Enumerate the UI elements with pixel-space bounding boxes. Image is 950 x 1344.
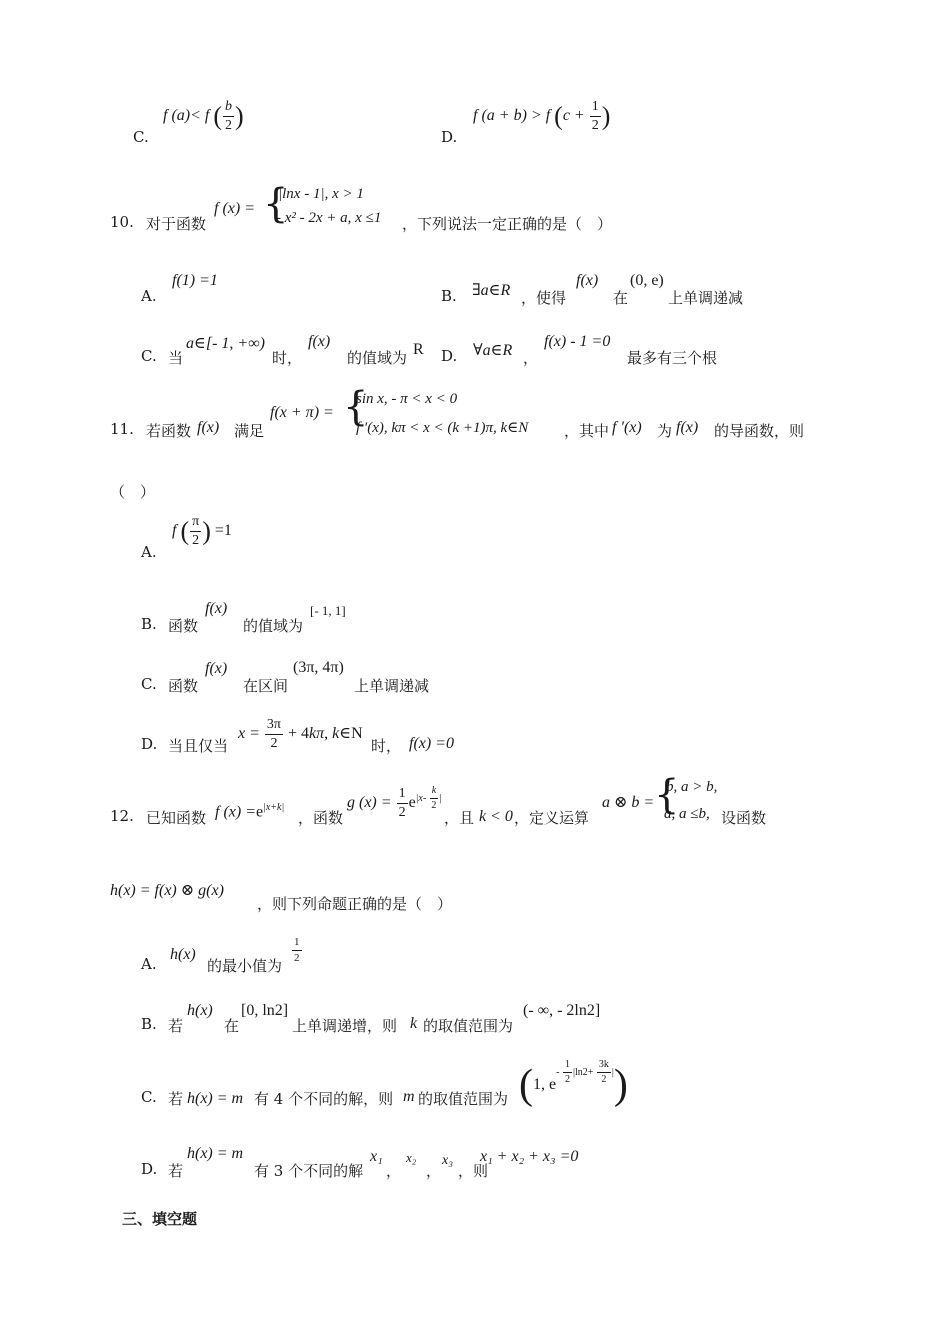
q11-paren: （ ） (110, 483, 156, 501)
q10-option-a-label: A. (141, 287, 157, 305)
q11-option-c-label: C. (141, 675, 157, 693)
q9-option-c-math: f (a)< f ( $\frac{b}{2}$ ) (163, 99, 244, 133)
q12-option-c-text2: 有 4 个不同的解，则 (254, 1090, 394, 1108)
q11-option-b-math2: [- 1, 1] (310, 603, 346, 618)
q12-option-d-label: D. (141, 1160, 158, 1178)
q12-option-a-label: A. (141, 955, 157, 973)
q11-option-b-text2: 的值域为 (243, 617, 304, 635)
q10-option-b-text2: 在 (613, 289, 629, 307)
q12-option-b-math2: [0, ln2] (241, 1002, 289, 1019)
q12-option-b-text3: 上单调递增，则 (292, 1017, 398, 1035)
q12-option-d-x1: x₁ (370, 1148, 383, 1165)
q10-brace: { (263, 181, 289, 227)
q10-option-b-math2: f(x) (576, 272, 599, 289)
q11-option-a-label: A. (141, 543, 157, 561)
q10-stem-a: 对于函数 (146, 215, 207, 233)
q10-number: 10. (110, 213, 134, 231)
q10-option-c-text2: 时， (272, 349, 303, 367)
q10-option-d-label: D. (441, 347, 458, 365)
q12-option-d-math1: h(x) = m (187, 1145, 244, 1162)
q12-option-b-k: k (410, 1015, 418, 1032)
q9-option-d-math: f (a + b) > f (c + $\frac{1}{2}$ ) (473, 99, 611, 133)
q12-stem-a: 已知函数 (146, 809, 207, 827)
q12-stem-d: ，定义运算 (514, 809, 590, 827)
q11-option-b-text1: 函数 (168, 617, 199, 635)
q12-option-c-text3: 的取值范围为 (418, 1090, 509, 1108)
q11-option-c-text2: 在区间 (243, 677, 289, 695)
q11-stem-c: ，其中 (564, 422, 610, 440)
q11-piece-2: f ′(x), kπ < x < (k +1)π, k∈N (356, 420, 529, 436)
q10-option-b-math1: ∃a∈R (472, 282, 511, 299)
q12-piece-2: a, a ≤b, (664, 806, 710, 822)
q11-option-c-math1: f(x) (205, 660, 228, 677)
q11-option-c-math2: (3π, 4π) (293, 659, 344, 676)
q12-option-b-text2: 在 (224, 1017, 240, 1035)
q12-option-a-text: 的最小值为 (207, 957, 283, 975)
q10-option-c-math1: a∈[- 1, +∞) (186, 335, 265, 352)
q11-option-d-label: D. (141, 735, 158, 753)
q12-stem-c: ，且 (444, 809, 475, 827)
q12-option-c-math2: (1, $e^{- \frac{1}{2} |ln2+ \frac{3k}{2} |}$) (519, 1059, 628, 1109)
q12-option-d-text1: 若 (168, 1162, 184, 1180)
q11-stem-d: 为 (657, 422, 673, 440)
q10-option-d-text2: 最多有三个根 (627, 349, 718, 367)
q11-lhs: f(x + π) = (270, 404, 334, 421)
q12-option-b-text4: 的取值范围为 (423, 1017, 514, 1035)
q11-option-d-math2: f(x) =0 (409, 735, 454, 752)
q12-option-d-text3: ，则 (458, 1162, 489, 1180)
q10-option-c-math2: f(x) (308, 333, 331, 350)
q11-option-c-text1: 函数 (168, 677, 199, 695)
q10-option-d-math2: f(x) - 1 =0 (544, 333, 611, 350)
q11-option-c-text3: 上单调递减 (354, 677, 430, 695)
q11-option-a-math: f ( $\frac{\pi}{2}$ ) =1 (172, 514, 232, 548)
q12-g-def: g (x) = $\frac{1}{2}$ $e^{|x- \frac{k}{2} |}$ (347, 785, 442, 820)
q11-number: 11. (110, 420, 134, 438)
q12-option-c-math1: h(x) = m (187, 1090, 244, 1107)
q12-option-b-text1: 若 (168, 1017, 184, 1035)
q12-op: a ⊗ b = (602, 794, 655, 811)
q12-option-d-sep1: ， (386, 1162, 402, 1180)
q11-piece-1: sin x, - π < x < 0 (356, 391, 458, 407)
q9-option-c-label: C. (133, 128, 149, 146)
q12-stem-f: ，则下列命题正确的是（ ） (257, 895, 453, 913)
q10-option-d-math1: ∀a∈R (473, 342, 513, 359)
q12-stem-e: 设函数 (721, 809, 767, 827)
q10-stem-b: ，下列说法一定正确的是（ ） (402, 215, 613, 233)
q10-piece-1: |lnx - 1|, x > 1 (278, 186, 364, 202)
q12-option-c-label: C. (141, 1088, 157, 1106)
q12-option-c-m: m (403, 1088, 415, 1105)
q11-stem-b: 满足 (234, 422, 265, 440)
q11-stem-a: 若函数 (146, 422, 192, 440)
section-heading: 三、填空题 (122, 1210, 198, 1228)
q11-fx: f(x) (197, 419, 220, 436)
q12-brace: { (654, 772, 680, 818)
q12-option-a-val: $\frac{1}{2}$ (294, 936, 300, 964)
q12-option-d-math2: x₁ + x₂ + x₃ =0 (480, 1148, 579, 1165)
q12-option-a-math: h(x) (170, 946, 196, 963)
q11-option-b-label: B. (141, 615, 157, 633)
q10-option-b-label: B. (441, 287, 457, 305)
q11-option-d-math1: x = $\frac{3\pi}{2}$ + 4kπ, k∈N (238, 717, 363, 751)
q12-h-def: h(x) = f(x) ⊗ g(x) (110, 882, 224, 899)
q12-stem-b: ，函数 (298, 809, 344, 827)
q10-option-b-math3: (0, e) (630, 272, 664, 289)
q11-brace: { (343, 384, 369, 430)
q10-option-c-math3: R (413, 341, 424, 358)
q12-option-b-math1: h(x) (187, 1002, 213, 1019)
q10-option-c-text3: 的值域为 (347, 349, 408, 367)
q10-option-d-text1: ， (523, 349, 539, 367)
q10-option-b-text1: ，使得 (521, 289, 567, 307)
q11-option-d-text1: 当且仅当 (168, 737, 229, 755)
q12-f-def: f $(x) =e^{|x+k|}$ (215, 802, 285, 821)
q11-stem-e: 的导函数，则 (714, 422, 805, 440)
q12-piece-1: b, a > b, (666, 779, 718, 795)
q11-fpx: f ′(x) (612, 419, 642, 436)
q10-function-lhs: f (x) = (214, 200, 255, 217)
q12-option-d-sep2: ， (426, 1162, 442, 1180)
q11-fx2: f(x) (676, 419, 699, 436)
q12-option-d-x2: x₂ (406, 1150, 417, 1165)
q10-option-c-text1: 当 (168, 349, 184, 367)
q9-option-d-label: D. (441, 128, 458, 146)
q10-option-a-math: f(1) =1 (172, 272, 218, 289)
q11-option-b-math1: f(x) (205, 600, 228, 617)
q12-option-c-text1: 若 (168, 1090, 184, 1108)
q12-number: 12. (110, 807, 134, 825)
q12-option-b-math3: (- ∞, - 2ln2] (523, 1002, 601, 1019)
q10-option-c-label: C. (141, 347, 157, 365)
q11-option-d-text2: 时， (371, 737, 402, 755)
q12-k-cond: k < 0 (479, 808, 513, 825)
q12-option-d-text2: 有 3 个不同的解 (254, 1162, 364, 1180)
q10-option-b-text3: 上单调递减 (668, 289, 744, 307)
q12-option-d-x3: x₃ (442, 1153, 454, 1168)
q12-option-b-label: B. (141, 1015, 157, 1033)
q10-piece-2: - x² - 2x + a, x ≤1 (276, 210, 382, 226)
